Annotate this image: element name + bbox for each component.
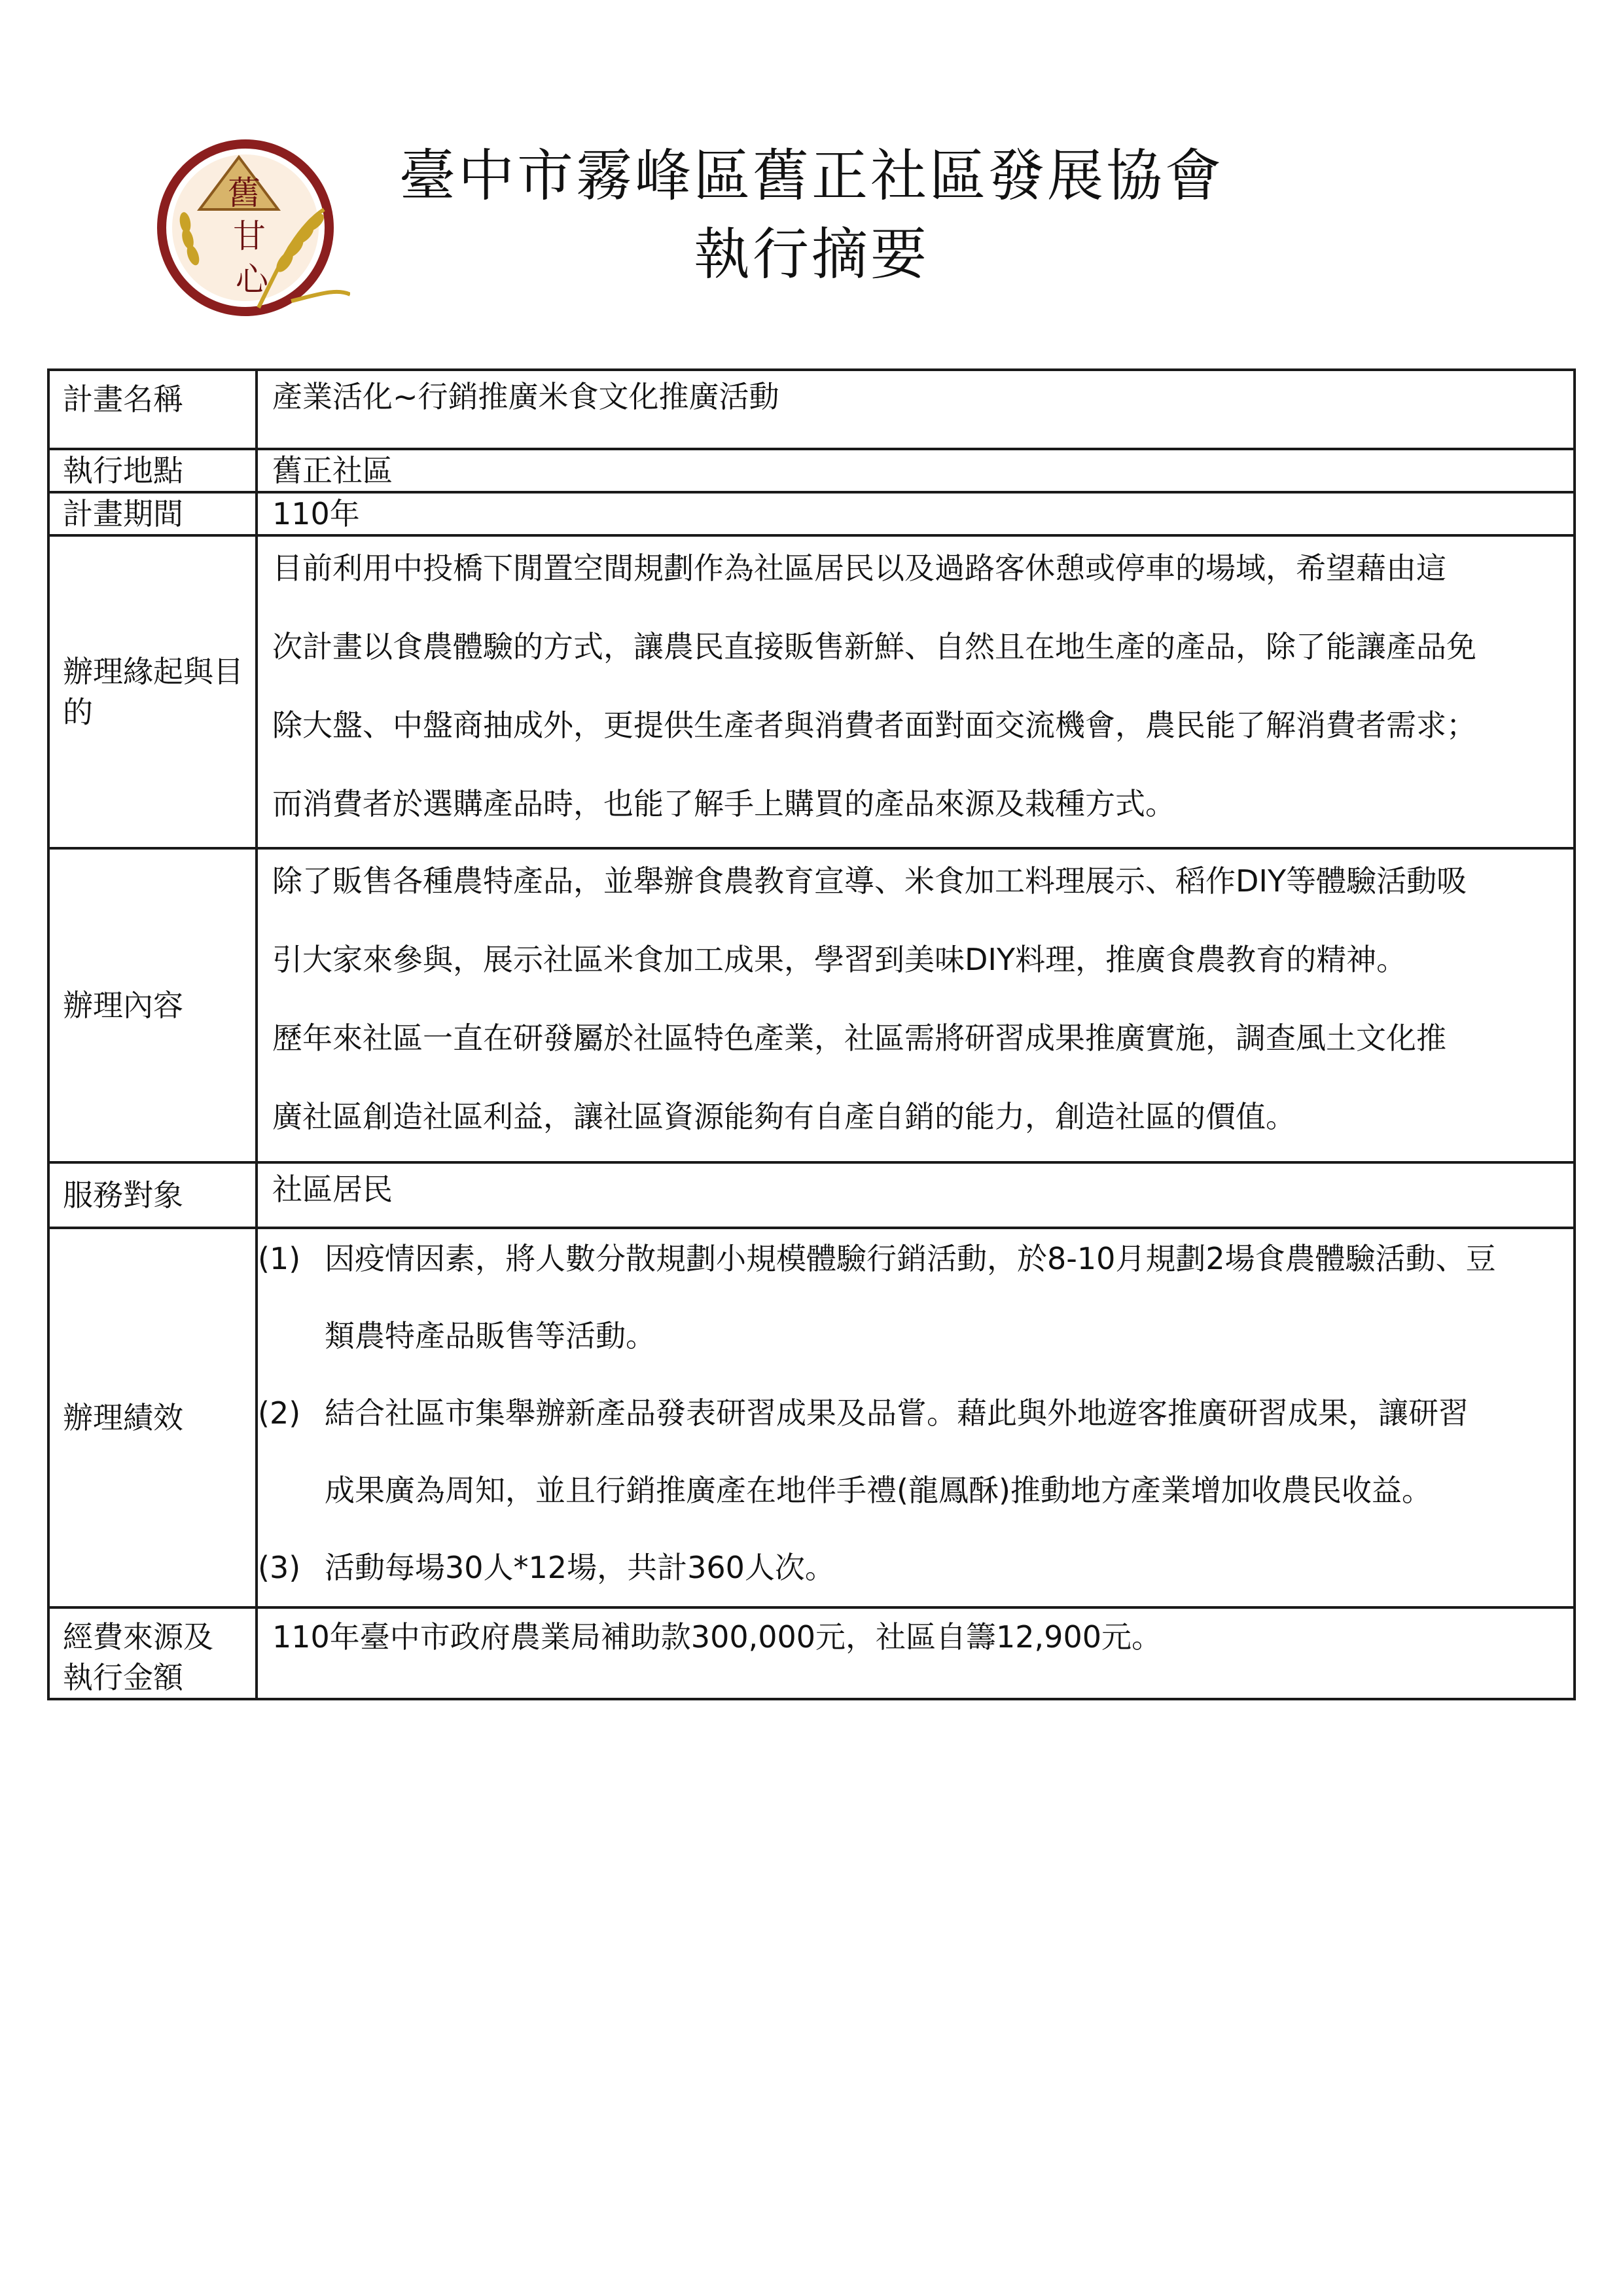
performance-item	[258, 1220, 1554, 1374]
row-performance	[48, 1228, 1575, 1607]
row-target	[48, 1162, 1575, 1228]
item-line: 因疫情因素，將人數分散規劃小規模體驗行銷活動，於8-10月規劃2場食農體驗活動、豆	[325, 1241, 1496, 1276]
item-line: 活動每場30人*12場，共計360人次。	[325, 1550, 835, 1585]
logo-char-3: 心	[236, 260, 268, 298]
org-name: 臺中市霧峰區舊正社區發展協會	[399, 143, 1224, 209]
content-line: 歷年來社區一直在研發屬於社區特色產業，社區需將研習成果推廣實施，調查風土文化推	[272, 1020, 1446, 1056]
funding-label-line: 執行金額	[63, 1660, 183, 1695]
purpose-line: 除大盤、中盤商抽成外，更提供生產者與消費者面對面交流機會，農民能了解消費者需求；	[272, 708, 1476, 743]
item-text	[325, 1220, 1554, 1374]
item-number: (1)	[258, 1241, 301, 1276]
funding-label	[48, 1607, 257, 1699]
association-logo	[154, 131, 350, 327]
item-number: (3)	[258, 1550, 301, 1585]
purpose-line: 次計畫以食農體驗的方式，讓農民直接販售新鮮、自然且在地生產的產品，除了能讓產品免	[272, 629, 1476, 664]
row-purpose	[48, 535, 1575, 848]
logo-char-1: 舊	[228, 174, 260, 212]
item-line: 結合社區市集舉辦新產品發表研習成果及品嘗。藉此與外地遊客推廣研習成果，讓研習	[325, 1395, 1469, 1431]
purpose-value	[257, 535, 1575, 848]
plan-name-value: 產業活化~行銷推廣米食文化推廣活動	[257, 370, 1575, 449]
purpose-label: 辦理緣起與目的	[48, 535, 257, 848]
summary-table	[47, 368, 1576, 1700]
performance-label: 辦理績效	[48, 1228, 257, 1607]
item-line: 類農特產品販售等活動。	[325, 1318, 656, 1354]
location-label: 執行地點	[48, 449, 257, 492]
row-content	[48, 848, 1575, 1162]
performance-value	[257, 1228, 1575, 1607]
content-value	[257, 848, 1575, 1162]
doc-title: 執行摘要	[694, 222, 929, 287]
period-label: 計畫期間	[48, 492, 257, 535]
content-line: 除了販售各種農特產品，並舉辦食農教育宣導、米食加工料理展示、稻作DIY等體驗活動吸	[272, 863, 1467, 899]
logo-char-2: 甘	[233, 217, 266, 255]
item-line: 成果廣為周知，並且行銷推廣產在地伴手禮(龍鳳酥)推動地方產業增加收農民收益。	[325, 1473, 1432, 1508]
item-text	[325, 1374, 1554, 1529]
row-funding	[48, 1607, 1575, 1699]
plan-name-label: 計畫名稱	[48, 370, 257, 449]
row-plan-name	[48, 370, 1575, 449]
row-location	[48, 449, 1575, 492]
performance-item	[258, 1529, 1554, 1606]
performance-item	[258, 1374, 1554, 1529]
purpose-line: 目前利用中投橋下閒置空間規劃作為社區居民以及過路客休憩或停車的場域，希望藉由這	[272, 550, 1446, 586]
funding-label-line: 經費來源及	[63, 1619, 213, 1655]
content-line: 引大家來參與，展示社區米食加工成果，學習到美味DIY料理，推廣食農教育的精神。	[272, 942, 1407, 977]
location-value: 舊正社區	[257, 449, 1575, 492]
item-number: (2)	[258, 1395, 301, 1431]
period-value: 110年	[257, 492, 1575, 535]
content-line: 廣社區創造社區利益，讓社區資源能夠有自產自銷的能力，創造社區的價值。	[272, 1099, 1296, 1134]
target-label: 服務對象	[48, 1162, 257, 1228]
target-value: 社區居民	[257, 1162, 1575, 1228]
purpose-line: 而消費者於選購產品時，也能了解手上購買的產品來源及栽種方式。	[272, 786, 1175, 821]
item-text	[325, 1529, 1554, 1606]
content-label: 辦理內容	[48, 848, 257, 1162]
funding-value: 110年臺中市政府農業局補助款300,000元，社區自籌12,900元。	[257, 1607, 1575, 1699]
